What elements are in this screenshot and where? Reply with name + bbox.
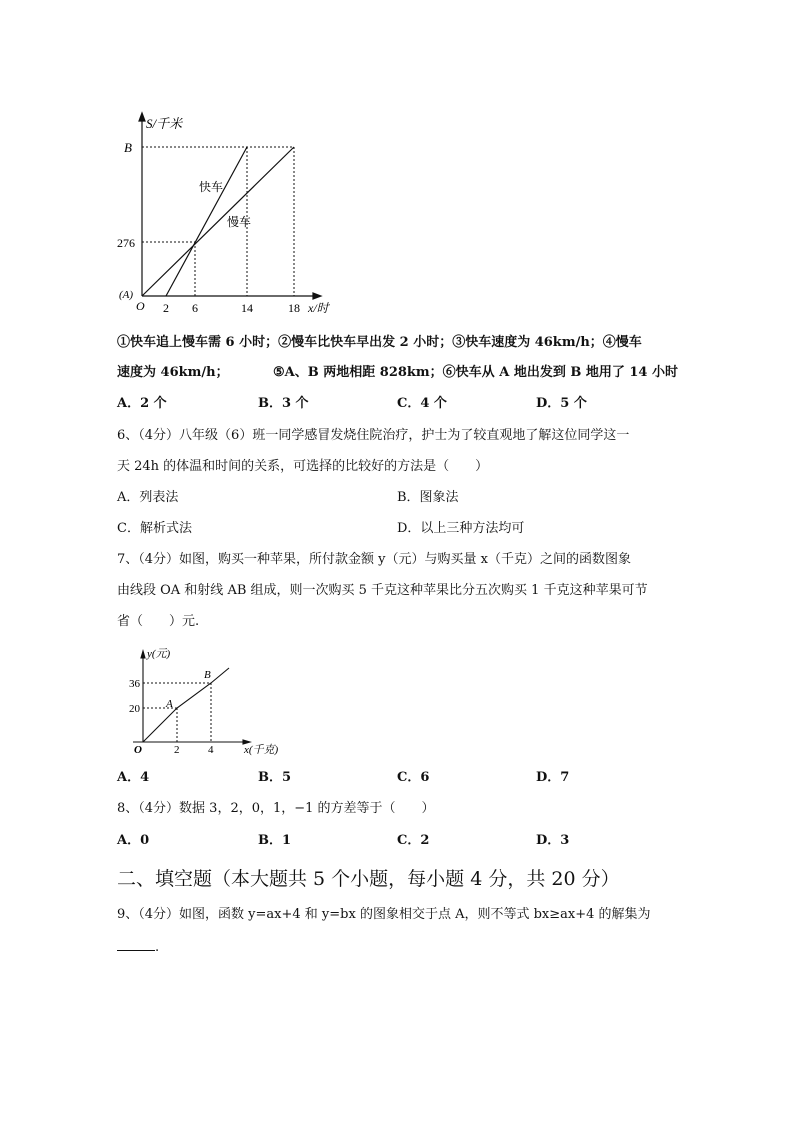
y-tick-B: B <box>124 140 132 155</box>
q9-period: . <box>155 940 160 955</box>
q8-option-a: A．0 <box>117 833 150 848</box>
q6-option-c: C．解析式法 <box>117 521 192 536</box>
y-axis-label: S/千米 <box>146 116 183 131</box>
slow-car-label: 慢车 <box>227 215 252 229</box>
q7-line3: 省（ ）元. <box>117 614 200 629</box>
origin-point-label: (A) <box>119 289 134 301</box>
q5-option-c: C．4 个 <box>397 396 447 411</box>
q5-statements-line2a: 速度为 46km/h； <box>117 365 229 380</box>
y-tick-20: 20 <box>129 703 140 715</box>
q6-option-d: D．以上三种方法均可 <box>397 521 525 536</box>
q8-option-b: B．1 <box>258 833 292 848</box>
q6-line1: 6、（4分）八年级（6）班一同学感冒发烧住院治疗，护士为了较直观地了解这位同学这一 <box>117 428 630 443</box>
x-tick-2: 2 <box>163 301 169 315</box>
fast-car-label: 快车 <box>199 180 224 194</box>
q5-statements-line2b: ⑤A、B 两地相距 828km；⑥快车从 A 地出发到 B 地用了 14 小时 <box>273 365 678 380</box>
x-tick-14: 14 <box>241 301 253 315</box>
origin-label: O <box>134 744 142 756</box>
x-tick-18: 18 <box>288 301 300 315</box>
point-b-label: B <box>204 669 211 681</box>
answer-blank <box>117 938 155 951</box>
q6-option-b: B．图象法 <box>397 490 459 505</box>
y-axis-arrow <box>141 651 145 658</box>
q8-option-d: D．3 <box>536 833 570 848</box>
q5-option-a: A．2 个 <box>117 396 167 411</box>
q7-line1: 7、（4分）如图，购买一种苹果，所付款金额 y（元）与购买量 x（千克）之间的函数图象 <box>117 552 631 567</box>
q7-option-b: B．5 <box>258 770 292 785</box>
q5-option-b: B．3 个 <box>258 396 309 411</box>
q8-line1: 8、（4分）数据 3，2，0，1，−1 的方差等于（ ） <box>117 801 435 816</box>
x-tick-2: 2 <box>174 744 180 756</box>
origin-label: O <box>136 299 145 313</box>
q8-option-c: C．2 <box>397 833 430 848</box>
price-line <box>143 668 229 742</box>
x-tick-4: 4 <box>208 744 214 756</box>
q6-option-a: A．列表法 <box>117 490 179 505</box>
y-tick-36: 36 <box>129 678 140 690</box>
q5-option-d: D．5 个 <box>536 396 587 411</box>
x-axis-label: x/时 <box>308 301 329 315</box>
q9-line2 <box>117 938 159 956</box>
q7-option-a: A．4 <box>117 770 150 785</box>
x-axis-label: x(千克) <box>244 744 279 756</box>
section-heading: 二、填空题（本大题共 5 个小题，每小题 4 分，共 20 分） <box>117 868 620 890</box>
q7-option-c: C．6 <box>397 770 430 785</box>
q7-option-d: D．7 <box>536 770 570 785</box>
y-axis-label: y(元) <box>147 648 171 660</box>
point-a-label: A <box>166 698 173 710</box>
x-tick-6: 6 <box>192 301 198 315</box>
q9-line1: 9、（4分）如图，函数 y=ax+4 和 y=bx 的图象相交于点 A，则不等式 bx≥ax+4 的解集为 <box>117 907 651 922</box>
q7-line2: 由线段 OA 和射线 AB 组成，则一次购买 5 千克这种苹果比分五次购买 1 千克这种苹果可节 <box>117 583 648 598</box>
q5-statements-line1: ①快车追上慢车需 6 小时；②慢车比快车早出发 2 小时；③快车速度为 46km/h；④慢车 <box>117 335 642 350</box>
q6-line2: 天 24h 的体温和时间的关系，可选择的比较好的方法是（ ） <box>117 459 489 474</box>
y-tick-276: 276 <box>117 236 135 250</box>
